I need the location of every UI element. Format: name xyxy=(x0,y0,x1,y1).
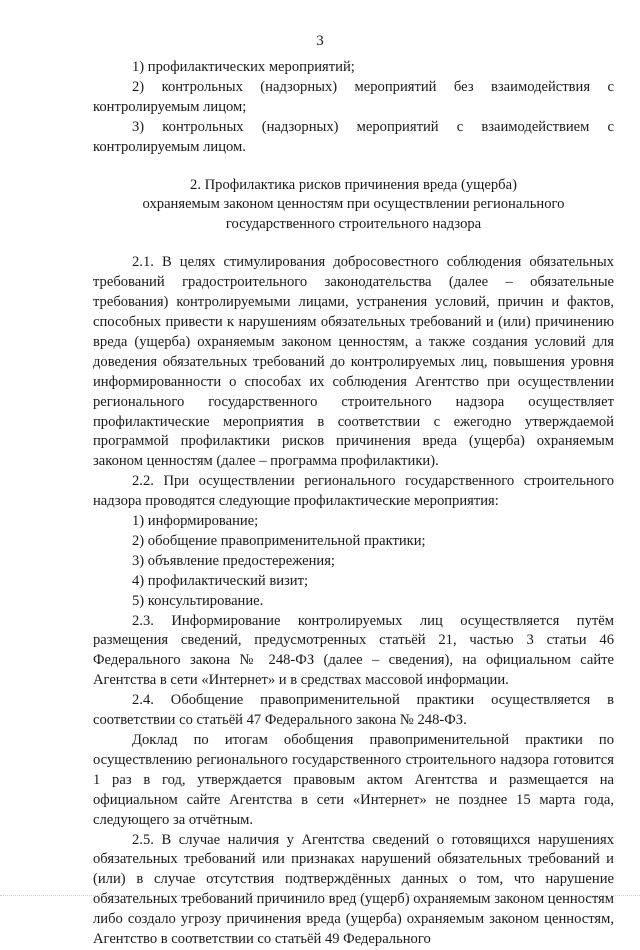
list-item: 2) обобщение правоприменительной практики; xyxy=(132,532,426,549)
paragraph-2-4-report: Доклад по итогам обобщения правоприменительной практики по осуществлению регионального государственного строительного надзора готовится 1 раз в год, утверждается правовым актом Агентства и размещается на официальном сайте Агентства в сети «Интернет» не позднее 15 марта года, следующего за отчётным. xyxy=(93,732,614,828)
paragraph-2-4: 2.4. Обобщение правоприменительной практики осуществляется в соответствии со статьёй 47 Федерального закона № 248-ФЗ. xyxy=(93,692,614,729)
section-heading-line: охраняемым законом ценностям при осуществлении регионального xyxy=(142,196,565,213)
paragraph-2-5: 2.5. В случае наличия у Агентства сведений о готовящихся нарушениях обязательных требований или признаках нарушений обязательных требований и (или) в случае отсутствия подтверждённых данных о том, что нарушение обязательных требований причинило вред (ущерб) охраняемым законом ценностям либо создало угрозу причинения вреда (ущерба) охраняемым законом ценностям, Агентство в соответствии со статьёй 49 Федерального xyxy=(93,831,614,948)
list-item: 5) консультирование. xyxy=(132,592,264,609)
paragraph-2-1: 2.1. В целях стимулирования добросовестного соблюдения обязательных требований градостроительного законодательства (далее – обязательные требования) контролируемыми лицами, устранения условий, причин и фактов, способных привести к нарушениям обязательных требований и (или) причинению вреда (ущерба) охраняемым законом ценностям, а также создания условий для доведения обязательных требований до контролируемых лиц, повышения уровня информированности о способах их соблюдения Агентство при осуществлении регионального государственного строительного надзора осуществляет профилактические мероприятия в соответствии с ежегодно утверждаемой программой профилактики рисков причинения вреда (ущерба) охраняемым законом ценностям (далее – программа профилактики). xyxy=(93,254,614,470)
document-body xyxy=(93,58,614,950)
section-heading-line: 2. Профилактика рисков причинения вреда (ущерба) xyxy=(190,176,517,193)
list-item: 2) контрольных (надзорных) мероприятий без взаимодействия с контролируемым лицом; xyxy=(93,78,614,115)
page-edge-divider xyxy=(0,895,640,899)
measures-list xyxy=(93,512,614,612)
page-number: 3 xyxy=(316,33,324,49)
list-item: 1) профилактических мероприятий; xyxy=(132,59,355,75)
list-item: 3) объявление предостережения; xyxy=(132,552,335,569)
section-heading xyxy=(93,176,614,236)
section-heading-line: государственного строительного надзора xyxy=(225,216,482,233)
list-item: 4) профилактический визит; xyxy=(132,572,309,589)
list-item: 1) информирование; xyxy=(132,513,259,530)
paragraph-2-2: 2.2. При осуществлении регионального государственного строительного надзора проводятся следующие профилактические мероприятия: xyxy=(93,473,614,510)
paragraph-2-3: 2.3. Информирование контролируемых лиц осуществляется путём размещения сведений, предусмотренных статьёй 21, частью 3 статьи 46 Федерального закона № 248-ФЗ (далее – сведения), на официальном сайте Агентства в сети «Интернет» и в средствах массовой информации. xyxy=(93,612,614,689)
list-item: 3) контрольных (надзорных) мероприятий с взаимодействием с контролируемым лицом. xyxy=(93,118,614,155)
